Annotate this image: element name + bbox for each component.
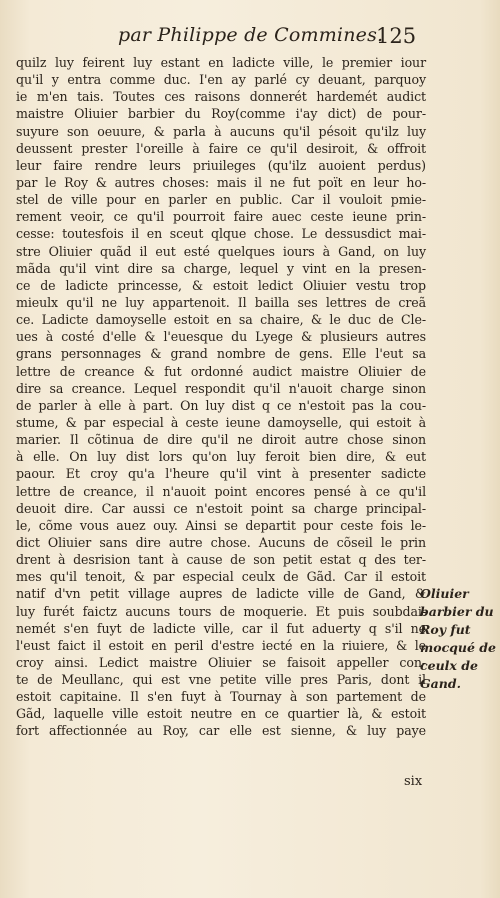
margin-note-line: barbier du <box>420 604 494 619</box>
text-line: le, cõme vous auez ouy. Ainsi se departit pour ceste fois le- <box>16 517 426 533</box>
catchword: six <box>404 774 423 789</box>
margin-note-line: Oliuier <box>420 586 469 601</box>
margin-note <box>420 585 500 693</box>
text-line: lettre de creance & fut ordonné audict maistre Oliuier de <box>16 363 426 379</box>
margin-note-line: mocqué de <box>420 640 497 655</box>
text-line: ues à costé d'elle & l'euesque du Lyege & plusieurs autres <box>16 329 426 345</box>
text-line: fort affectionnée au Roy, car elle est sienne, & luy paye <box>16 723 426 739</box>
text-line: mãda qu'il vint dire sa charge, lequel y vint en la presen- <box>16 260 426 276</box>
text-line: paour. Et croy qu'a l'heure qu'il vint à presenter sadicte <box>16 466 426 482</box>
text-line: stel de ville pour en parler en public. Car il vouloit pmie- <box>16 192 426 208</box>
body-text <box>16 54 426 740</box>
margin-note-line: Gand. <box>420 676 461 691</box>
text-line: te de Meullanc, qui est vne petite ville pres Paris, dont il <box>16 672 426 688</box>
text-line: suyure son oeuure, & parla à aucuns qu'il pésoit qu'ilz luy <box>16 123 426 139</box>
text-line: stre Oliuier quãd il eut esté quelques iours à Gand, on luy <box>16 243 426 259</box>
text-line: rement veoir, ce qu'il pourroit faire auec ceste ieune prin- <box>16 209 426 225</box>
text-line: luy furét faictz aucuns tours de moquerie. Et puis soubdai- <box>16 603 426 619</box>
text-line: à elle. On luy dist lors qu'on luy feroit bien dire, & eut <box>16 449 426 465</box>
text-line: mieulx qu'il ne luy appartenoit. Il bailla ses lettres de creã <box>16 294 426 310</box>
text-line: deuoit dire. Car aussi ce n'estoit point sa charge principal- <box>16 500 426 516</box>
page-number: 125 <box>376 24 417 48</box>
text-line: lettre de creance, il n'auoit point encores pensé à ce qu'il <box>16 483 426 499</box>
text-line: natif d'vn petit village aupres de ladicte ville de Gand, & <box>16 586 426 602</box>
text-line: stume, & par especial à ceste ieune damoyselle, qui estoit à <box>16 414 426 430</box>
text-line: l'eust faict il estoit en peril d'estre iecté en la riuiere, & le <box>16 637 426 653</box>
text-line: cesse: toutesfois il en sceut qlque chose. Le dessusdict mai- <box>16 226 426 242</box>
text-line: mes qu'il tenoit, & par especial ceulx de Gãd. Car il estoit <box>16 569 426 585</box>
text-line: croy ainsi. Ledict maistre Oliuier se faisoit appeller con- <box>16 654 426 670</box>
text-line: leur faire rendre leurs priuileges (qu'ilz auoient perdus) <box>16 157 426 173</box>
text-line: qu'il y entra comme duc. I'en ay parlé cy deuant, parquoy <box>16 72 426 88</box>
text-line: drent à desrision tant à cause de son petit estat q des ter- <box>16 552 426 568</box>
text-line: dict Oliuier sans dire autre chose. Aucuns de cõseil le prin <box>16 534 426 550</box>
text-line: Gãd, laquelle ville estoit neutre en ce quartier là, & estoit <box>16 706 426 722</box>
text-line: de parler à elle à part. On luy dist q ce n'estoit pas la cou- <box>16 397 426 413</box>
text-line: par le Roy & autres choses: mais il ne fut poït en leur ho- <box>16 174 426 190</box>
margin-note-line: ceulx de <box>420 658 478 673</box>
text-line: ce de ladicte princesse, & estoit ledict Oliuier vestu trop <box>16 277 426 293</box>
text-line: maistre Oliuier barbier du Roy(comme i'ay dict) de pour- <box>16 106 426 122</box>
text-line: ce. Ladicte damoyselle estoit en sa chaire, & le duc de Cle- <box>16 312 426 328</box>
page-header <box>0 24 420 54</box>
text-line: quilz luy feirent luy estant en ladicte ville, le premier iour <box>16 55 426 70</box>
text-line: dire sa creance. Lequel respondit qu'il n'auoit charge sinon <box>16 380 426 396</box>
text-line: estoit capitaine. Il s'en fuyt à Tournay à son partement de <box>16 689 426 705</box>
text-line: grans personnages & grand nombre de gens. Elle l'eut sa <box>16 346 426 362</box>
text-line: deussent prester l'oreille à faire ce qu'il desiroit, & offroit <box>16 140 426 156</box>
margin-note-line: Roy fut <box>420 622 471 637</box>
text-line: ie m'en tais. Toutes ces raisons donnerét hardemét audict <box>16 89 426 105</box>
text-line: nemét s'en fuyt de ladicte ville, car il fut aduerty q s'il ne <box>16 620 426 636</box>
text-line: marier. Il cõtinua de dire qu'il ne diroit autre chose sinon <box>16 432 426 448</box>
running-head: par Philippe de Commines. <box>118 24 384 46</box>
